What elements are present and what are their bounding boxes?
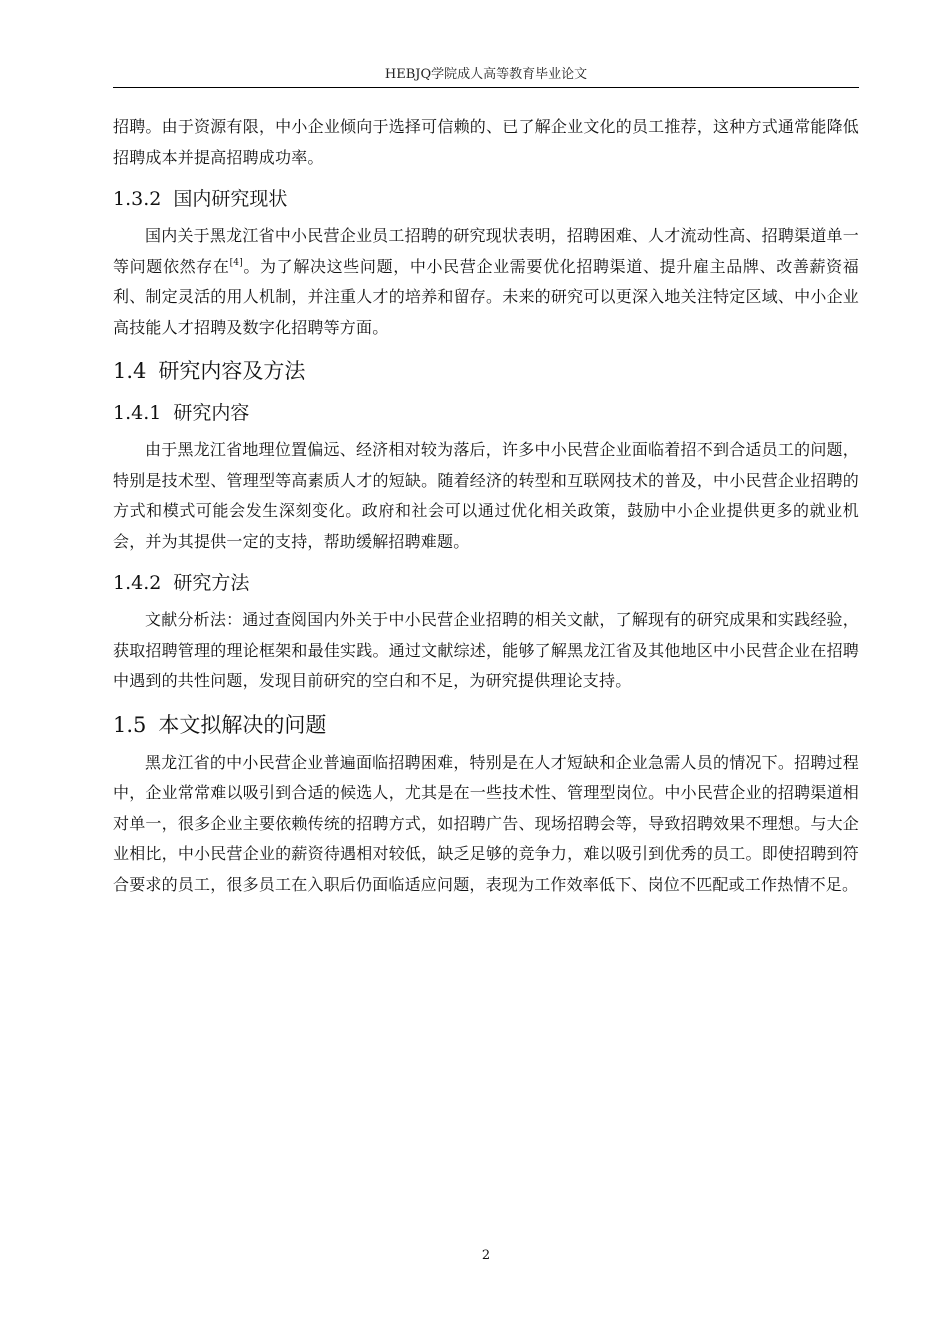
section-number: 1.4.1 xyxy=(113,402,162,424)
section-title: 研究内容及方法 xyxy=(158,359,306,383)
paragraph-domestic-research xyxy=(113,221,859,343)
section-title: 研究内容 xyxy=(173,402,250,424)
intro-paragraph: 招聘。由于资源有限，中小企业倾向于选择可信赖的、已了解企业文化的员工推荐，这种方式通常能降低招聘成本并提高招聘成功率。 xyxy=(113,117,859,167)
paragraph-problems: 黑龙江省的中小民营企业普遍面临招聘困难，特别是在人才短缺和企业急需人员的情况下。招聘过程中，企业常常难以吸引到合适的候选人，尤其是在一些技术性、管理型岗位。中小民营企业的招聘渠道相对单一，很多企业主要依赖传统的招聘方式，如招聘广告、现场招聘会等，导致招聘效果不理想。与大企业相比，中小民营企业的薪资待遇相对较低，缺乏足够的竞争力，难以吸引到优秀的员工。即使招聘到符合要求的员工，很多员工在入职后仍面临适应问题，表现为工作效率低下、岗位不匹配或工作热情不足。 xyxy=(113,752,859,894)
section-heading-1-3-2 xyxy=(113,184,859,214)
citation-reference: [4] xyxy=(229,257,243,268)
paragraph-research-method: 文献分析法：通过查阅国内外关于中小民营企业招聘的相关文献，了解现有的研究成果和实践经验，获取招聘管理的理论框架和最佳实践。通过文献综述，能够了解黑龙江省及其他地区中小民营企业在招聘中遇到的共性问题，发现目前研究的空白和不足，为研究提供理论支持。 xyxy=(113,610,859,690)
section-number: 1.4 xyxy=(113,359,147,383)
section-number: 1.5 xyxy=(113,712,147,737)
page-number: 2 xyxy=(481,1248,491,1263)
running-header: HEBJQ学院成人高等教育毕业论文 xyxy=(384,67,588,82)
paragraph-text: 国内关于黑龙江省中小民营企业员工招聘的研究现状表明，招聘困难、人才流动性高、招聘渠道单一等问题依然存在 xyxy=(113,226,859,276)
section-heading-1-4-1 xyxy=(113,398,859,428)
section-title: 研究方法 xyxy=(173,572,250,594)
paragraph-research-content: 由于黑龙江省地理位置偏远、经济相对较为落后，许多中小民营企业面临着招不到合适员工的问题，特别是技术型、管理型等高素质人才的短缺。随着经济的转型和互联网技术的普及，中小民营企业招聘的方式和模式可能会发生深刻变化。政府和社会可以通过优化相关政策，鼓励中小企业提供更多的就业机会，并为其提供一定的支持，帮助缓解招聘难题。 xyxy=(113,440,859,551)
section-number: 1.4.2 xyxy=(113,572,162,594)
section-heading-1-4 xyxy=(113,355,859,387)
document-body xyxy=(113,112,859,900)
paragraph-text: 。为了解决这些问题，中小民营企业需要优化招聘渠道、提升雇主品牌、改善薪资福利、制定灵活的用人机制，并注重人才的培养和留存。未来的研究可以更深入地关注特定区域、中小企业高技能人才招聘及数字化招聘等方面。 xyxy=(113,256,859,337)
section-heading-1-5 xyxy=(113,709,859,741)
section-title: 国内研究现状 xyxy=(173,188,288,210)
section-heading-1-4-2 xyxy=(113,568,859,598)
section-number: 1.3.2 xyxy=(113,188,162,210)
header-divider xyxy=(113,87,859,88)
section-title: 本文拟解决的问题 xyxy=(158,712,327,737)
